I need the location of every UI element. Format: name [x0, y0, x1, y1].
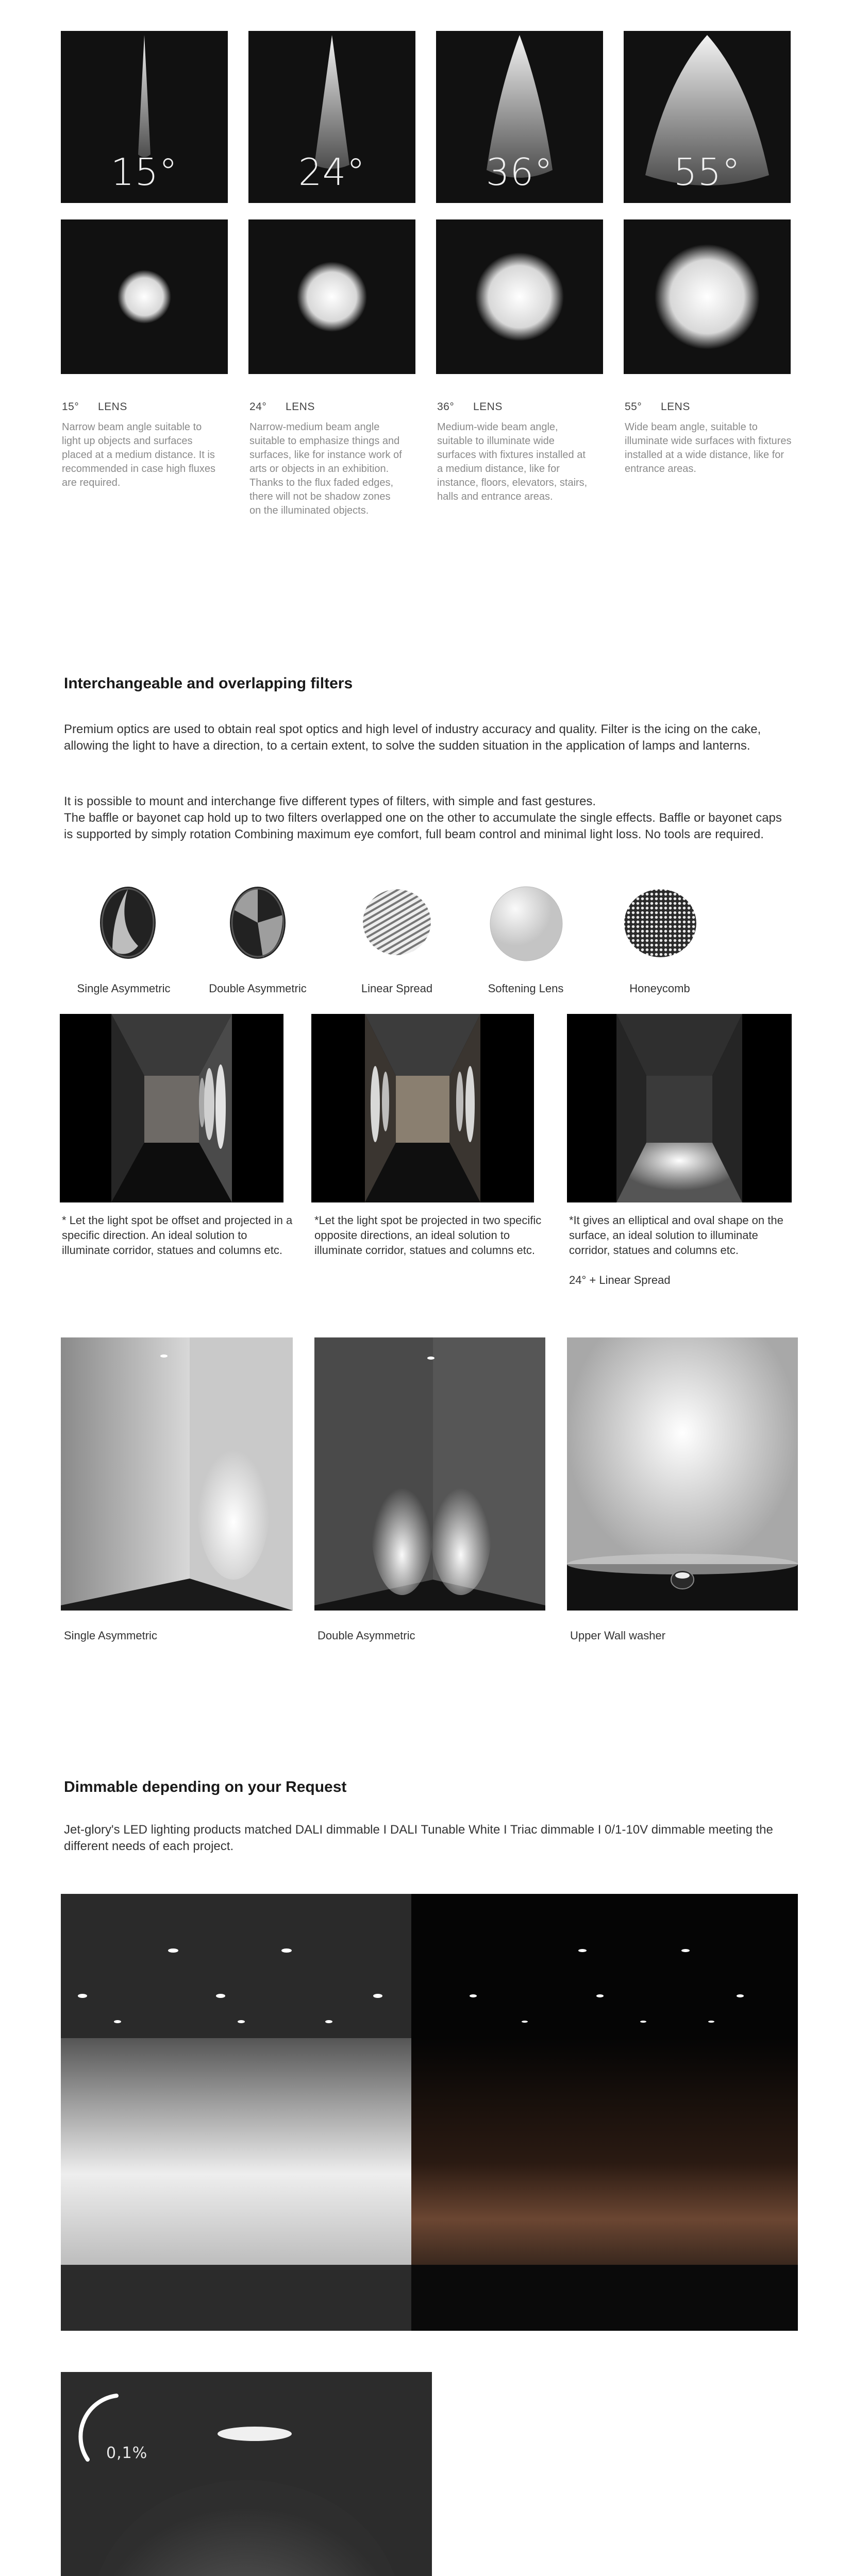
softening-lens-icon — [488, 885, 565, 962]
beam-spot-tile-36 — [436, 219, 603, 374]
lens-column-36 — [437, 401, 592, 504]
beam-spot-tile-15 — [61, 219, 228, 374]
room-image-single-asymmetric — [61, 1337, 293, 1611]
lens-angle: 36° — [437, 401, 455, 413]
room-single-asymmetric-render — [61, 1337, 293, 1611]
lens-description: Medium-wide beam angle, suitable to illuminate wide surfaces with fixtures installed at a medium distance, like for instance, floors, elevators, stairs, halls and entrance areas. — [437, 421, 588, 502]
room-caption: Single Asymmetric — [64, 1629, 157, 1642]
filter-label: Single Asymmetric — [77, 982, 171, 995]
lens-angle: 15° — [62, 401, 79, 413]
corridor-caption: *Let the light spot be projected in two specific opposite directions, an ideal solution to illuminate corridor, statues and columns etc. — [314, 1214, 542, 1257]
room-double-asymmetric-render — [314, 1337, 545, 1611]
corridor-image-single-asymmetric — [60, 1014, 283, 1202]
corridor-image-double-asymmetric — [311, 1014, 534, 1202]
lens-word: LENS — [286, 401, 315, 413]
dim-level-render — [61, 2372, 432, 2576]
beam-spot-36-image — [436, 219, 603, 374]
lens-word: LENS — [98, 401, 127, 413]
linear-spread-icon — [361, 886, 433, 958]
filter-label: Double Asymmetric — [209, 982, 307, 995]
filters-heading: Interchangeable and overlapping filters — [64, 675, 353, 692]
lens-angle: 55° — [625, 401, 642, 413]
filters-paragraph-1: Premium optics are used to obtain real spot optics and high level of industry accuracy and quality. Filter is the icing on the cake, allowing the light to have a direction, to a certain extent, to solve the sudden situation in the application of lamps and lanterns. — [64, 722, 761, 753]
corridor-image-linear-spread — [567, 1014, 792, 1202]
honeycomb-icon — [622, 887, 699, 959]
dimmable-paragraph: Jet-glory's LED lighting products matched DALI dimmable I DALI Tunable White I Triac dimmable I 0/1-10V dimmable meeting the different needs of each project. — [64, 1823, 773, 1853]
dimming-comparison-render — [61, 1894, 798, 2331]
beam-angle-label: 24° — [298, 150, 366, 194]
lens-column-55 — [625, 401, 795, 476]
beam-spot-tile-24 — [248, 219, 415, 374]
single-asymmetric-icon — [97, 884, 159, 961]
corridor-extra-caption: 24° + Linear Spread — [569, 1274, 671, 1286]
filter-icon-softening-lens — [488, 885, 565, 962]
beam-angle-label: 55° — [673, 150, 741, 194]
lens-angle: 24° — [249, 401, 267, 413]
beam-spot-tile-55 — [624, 219, 791, 374]
corridor-caption: * Let the light spot be offset and projected in a specific direction. An ideal solution to illuminate corridor, statues and columns etc. — [62, 1214, 293, 1257]
beam-cone-tile-36 — [436, 31, 603, 203]
double-asymmetric-icon — [227, 884, 289, 961]
corridor-linear-spread-render — [567, 1014, 792, 1202]
lens-description: Narrow-medium beam angle suitable to emphasize things and surfaces, like for instance work of arts or objects in an exhibition. Thanks to the flux faded edges, there will not be shadow zones on the illuminated objects. — [249, 421, 402, 516]
dim-level-label: 0,1% — [106, 2444, 148, 2462]
lens-description: Wide beam angle, suitable to illuminate wide surfaces with fixtures installed at a wide distance, like for entrance areas. — [625, 421, 792, 474]
lens-column-24 — [249, 401, 404, 518]
dimming-comparison-image — [61, 1894, 798, 2331]
room-upper-wall-washer-render — [567, 1337, 798, 1611]
beam-spot-55-image — [624, 219, 791, 374]
corridor-caption: *It gives an elliptical and oval shape on the surface, an ideal solution to illuminate corridor, statues and columns etc. — [569, 1214, 783, 1257]
filter-label: Softening Lens — [488, 982, 564, 995]
dimmable-heading: Dimmable depending on your Request — [64, 1778, 347, 1795]
beam-cone-tile-15 — [61, 31, 228, 203]
room-caption: Double Asymmetric — [318, 1629, 415, 1642]
lens-word: LENS — [661, 401, 690, 413]
filter-icon-double-asymmetric — [227, 884, 289, 961]
filter-icon-linear-spread — [361, 886, 433, 958]
corridor-double-asymmetric-render — [311, 1014, 534, 1202]
beam-angle-label: 15° — [110, 150, 178, 194]
lens-description: Narrow beam angle suitable to light up objects and surfaces placed at a medium distance. It is recommended in case high fluxes are required. — [62, 421, 215, 488]
filters-paragraph-2a: It is possible to mount and interchange five different types of filters, with simple and fast gestures. — [64, 794, 596, 808]
filter-icon-honeycomb — [622, 887, 699, 959]
dim-level-image — [61, 2372, 432, 2576]
beam-cone-tile-55 — [624, 31, 791, 203]
lens-column-15 — [62, 401, 216, 490]
beam-angle-label: 36° — [486, 150, 554, 194]
room-image-upper-wall-washer — [567, 1337, 798, 1611]
filters-paragraph-2b: The baffle or bayonet cap hold up to two filters overlapped one on the other to accumulate the single effects. Baffle or bayonet caps is supported by simply rotation Combining maximum eye comfort, full beam control and minimal light loss. No tools are required. — [64, 811, 782, 841]
room-image-double-asymmetric — [314, 1337, 545, 1611]
room-caption: Upper Wall washer — [570, 1629, 666, 1642]
lens-word: LENS — [473, 401, 503, 413]
beam-cone-tile-24 — [248, 31, 415, 203]
beam-spot-24-image — [248, 219, 415, 374]
filter-icon-single-asymmetric — [97, 884, 159, 961]
filter-label: Honeycomb — [629, 982, 690, 995]
filter-label: Linear Spread — [361, 982, 433, 995]
corridor-single-asymmetric-render — [60, 1014, 283, 1202]
beam-spot-15-image — [61, 219, 228, 374]
